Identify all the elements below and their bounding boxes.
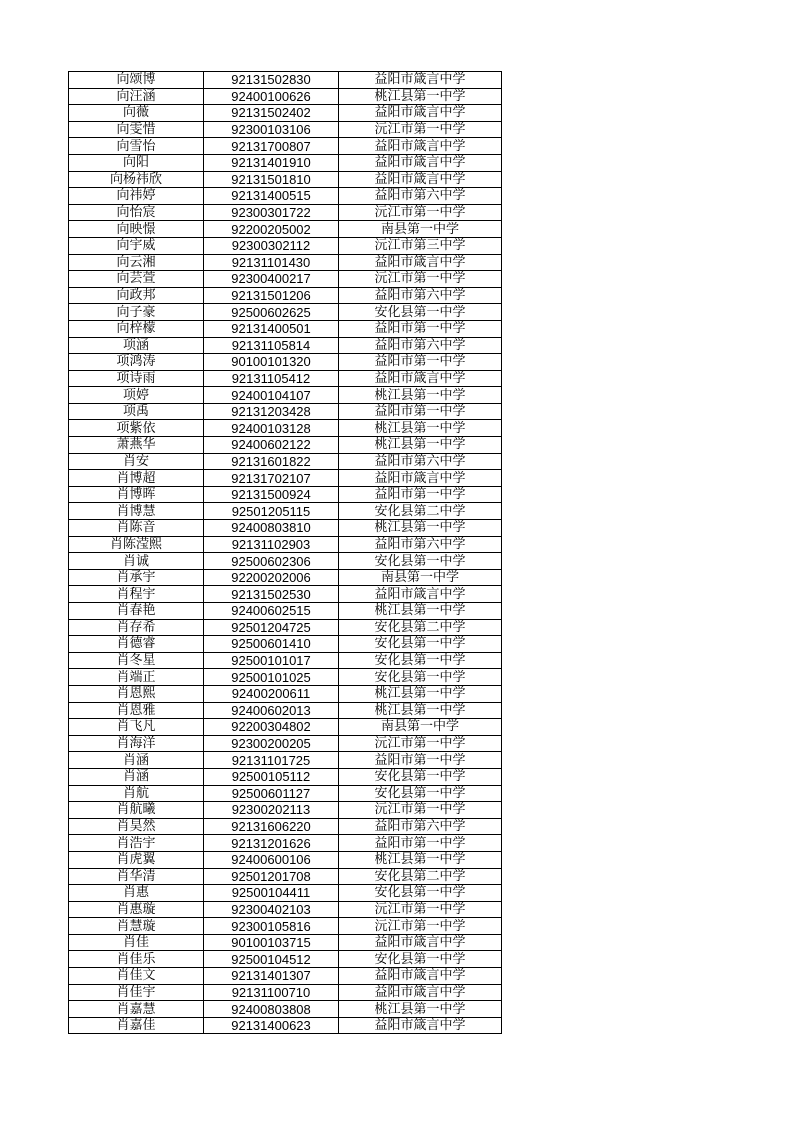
table-row xyxy=(69,453,502,470)
student-name-cell: 肖存希 xyxy=(69,619,204,636)
school-cell: 益阳市第一中学 xyxy=(339,320,502,337)
school-cell: 桃江县第一中学 xyxy=(339,437,502,454)
student-name-cell: 肖虎翼 xyxy=(69,851,204,868)
exam-number-cell: 92501201708 xyxy=(204,868,339,885)
table-row xyxy=(69,237,502,254)
student-name-cell: 肖佳文 xyxy=(69,968,204,985)
student-name-cell: 向芸萱 xyxy=(69,271,204,288)
student-name-cell: 肖陈音 xyxy=(69,520,204,537)
exam-number-cell: 92131101725 xyxy=(204,752,339,769)
school-cell: 桃江县第一中学 xyxy=(339,88,502,105)
table-row xyxy=(69,719,502,736)
student-name-cell: 项鸿涛 xyxy=(69,354,204,371)
student-name-cell: 项婷 xyxy=(69,387,204,404)
school-cell: 益阳市第六中学 xyxy=(339,453,502,470)
school-cell: 益阳市第六中学 xyxy=(339,818,502,835)
school-cell: 桃江县第一中学 xyxy=(339,520,502,537)
exam-number-cell: 92200205002 xyxy=(204,221,339,238)
school-cell: 沅江市第三中学 xyxy=(339,237,502,254)
school-cell: 益阳市箴言中学 xyxy=(339,1017,502,1034)
school-cell: 桃江县第一中学 xyxy=(339,851,502,868)
school-cell: 沅江市第一中学 xyxy=(339,918,502,935)
table-row xyxy=(69,885,502,902)
student-name-cell: 向子豪 xyxy=(69,304,204,321)
student-name-cell: 肖程宇 xyxy=(69,586,204,603)
school-cell: 益阳市箴言中学 xyxy=(339,984,502,1001)
exam-number-cell: 92131102903 xyxy=(204,536,339,553)
table-row xyxy=(69,802,502,819)
school-cell: 益阳市箴言中学 xyxy=(339,934,502,951)
table-row xyxy=(69,669,502,686)
exam-number-cell: 92200304802 xyxy=(204,719,339,736)
table-row xyxy=(69,702,502,719)
school-cell: 南县第一中学 xyxy=(339,719,502,736)
exam-number-cell: 92131400623 xyxy=(204,1017,339,1034)
table-row xyxy=(69,188,502,205)
school-cell: 益阳市箴言中学 xyxy=(339,138,502,155)
school-cell: 桃江县第一中学 xyxy=(339,1001,502,1018)
table-row xyxy=(69,154,502,171)
student-roster-table xyxy=(68,71,502,1034)
student-name-cell: 肖诚 xyxy=(69,553,204,570)
school-cell: 桃江县第一中学 xyxy=(339,603,502,620)
student-roster-sheet xyxy=(68,71,501,1034)
student-name-cell: 肖端正 xyxy=(69,669,204,686)
table-row xyxy=(69,768,502,785)
table-row xyxy=(69,254,502,271)
table-row xyxy=(69,1001,502,1018)
school-cell: 安化县第一中学 xyxy=(339,768,502,785)
exam-number-cell: 92131400501 xyxy=(204,320,339,337)
table-row xyxy=(69,72,502,89)
school-cell: 沅江市第一中学 xyxy=(339,204,502,221)
table-row xyxy=(69,486,502,503)
school-cell: 益阳市箴言中学 xyxy=(339,254,502,271)
student-name-cell: 向阳 xyxy=(69,154,204,171)
student-name-cell: 萧燕华 xyxy=(69,437,204,454)
exam-number-cell: 92131401307 xyxy=(204,968,339,985)
school-cell: 沅江市第一中学 xyxy=(339,802,502,819)
table-row xyxy=(69,354,502,371)
table-row xyxy=(69,603,502,620)
table-row xyxy=(69,901,502,918)
student-name-cell: 肖航 xyxy=(69,785,204,802)
exam-number-cell: 92131502830 xyxy=(204,72,339,89)
school-cell: 沅江市第一中学 xyxy=(339,735,502,752)
exam-number-cell: 92131105814 xyxy=(204,337,339,354)
school-cell: 安化县第一中学 xyxy=(339,636,502,653)
school-cell: 桃江县第一中学 xyxy=(339,702,502,719)
student-name-cell: 向政邦 xyxy=(69,287,204,304)
student-name-cell: 肖惠璇 xyxy=(69,901,204,918)
table-row xyxy=(69,271,502,288)
student-name-cell: 肖德睿 xyxy=(69,636,204,653)
school-cell: 益阳市箴言中学 xyxy=(339,105,502,122)
school-cell: 安化县第一中学 xyxy=(339,951,502,968)
school-cell: 桃江县第一中学 xyxy=(339,387,502,404)
table-row xyxy=(69,735,502,752)
exam-number-cell: 92131606220 xyxy=(204,818,339,835)
table-row xyxy=(69,619,502,636)
student-name-cell: 向汪涵 xyxy=(69,88,204,105)
school-cell: 益阳市第一中学 xyxy=(339,403,502,420)
exam-number-cell: 92131100710 xyxy=(204,984,339,1001)
school-cell: 沅江市第一中学 xyxy=(339,121,502,138)
student-name-cell: 肖浩宇 xyxy=(69,835,204,852)
student-name-cell: 肖安 xyxy=(69,453,204,470)
exam-number-cell: 92400100626 xyxy=(204,88,339,105)
table-row xyxy=(69,287,502,304)
student-name-cell: 肖佳宇 xyxy=(69,984,204,1001)
school-cell: 益阳市箴言中学 xyxy=(339,154,502,171)
exam-number-cell: 92131501810 xyxy=(204,171,339,188)
exam-number-cell: 92131101430 xyxy=(204,254,339,271)
exam-number-cell: 92131501206 xyxy=(204,287,339,304)
exam-number-cell: 92131105412 xyxy=(204,370,339,387)
exam-number-cell: 92300302112 xyxy=(204,237,339,254)
school-cell: 安化县第一中学 xyxy=(339,885,502,902)
school-cell: 益阳市箴言中学 xyxy=(339,72,502,89)
exam-number-cell: 92131700807 xyxy=(204,138,339,155)
student-name-cell: 向怡宸 xyxy=(69,204,204,221)
school-cell: 安化县第二中学 xyxy=(339,868,502,885)
table-row xyxy=(69,105,502,122)
table-row xyxy=(69,868,502,885)
table-row xyxy=(69,420,502,437)
table-row xyxy=(69,752,502,769)
student-name-cell: 肖昊然 xyxy=(69,818,204,835)
student-name-cell: 向颂博 xyxy=(69,72,204,89)
student-name-cell: 向宇威 xyxy=(69,237,204,254)
school-cell: 安化县第一中学 xyxy=(339,553,502,570)
table-row xyxy=(69,520,502,537)
exam-number-cell: 92500601410 xyxy=(204,636,339,653)
student-name-cell: 肖慧璇 xyxy=(69,918,204,935)
table-row xyxy=(69,835,502,852)
table-row xyxy=(69,121,502,138)
student-name-cell: 向雪怡 xyxy=(69,138,204,155)
student-name-cell: 肖嘉佳 xyxy=(69,1017,204,1034)
school-cell: 安化县第一中学 xyxy=(339,669,502,686)
school-cell: 安化县第二中学 xyxy=(339,619,502,636)
table-row xyxy=(69,320,502,337)
school-cell: 益阳市箴言中学 xyxy=(339,171,502,188)
table-row xyxy=(69,470,502,487)
student-name-cell: 肖涵 xyxy=(69,752,204,769)
student-name-cell: 向祎婷 xyxy=(69,188,204,205)
exam-number-cell: 92300202113 xyxy=(204,802,339,819)
exam-number-cell: 92300105816 xyxy=(204,918,339,935)
table-row xyxy=(69,569,502,586)
table-row xyxy=(69,636,502,653)
student-name-cell: 向雯惜 xyxy=(69,121,204,138)
exam-number-cell: 92200202006 xyxy=(204,569,339,586)
school-cell: 安化县第一中学 xyxy=(339,785,502,802)
table-row xyxy=(69,204,502,221)
table-row xyxy=(69,934,502,951)
exam-number-cell: 92500101025 xyxy=(204,669,339,686)
exam-number-cell: 92300103106 xyxy=(204,121,339,138)
table-row xyxy=(69,171,502,188)
exam-number-cell: 90100101320 xyxy=(204,354,339,371)
exam-number-cell: 92500104512 xyxy=(204,951,339,968)
student-name-cell: 肖博晖 xyxy=(69,486,204,503)
school-cell: 南县第一中学 xyxy=(339,221,502,238)
exam-number-cell: 92131201626 xyxy=(204,835,339,852)
table-row xyxy=(69,652,502,669)
student-name-cell: 肖承宇 xyxy=(69,569,204,586)
exam-number-cell: 92300200205 xyxy=(204,735,339,752)
exam-number-cell: 92400602013 xyxy=(204,702,339,719)
exam-number-cell: 92500602306 xyxy=(204,553,339,570)
student-name-cell: 肖博超 xyxy=(69,470,204,487)
exam-number-cell: 92400602515 xyxy=(204,603,339,620)
table-row xyxy=(69,553,502,570)
table-row xyxy=(69,403,502,420)
student-name-cell: 肖海洋 xyxy=(69,735,204,752)
student-name-cell: 肖涵 xyxy=(69,768,204,785)
student-name-cell: 项紫依 xyxy=(69,420,204,437)
table-row xyxy=(69,918,502,935)
student-name-cell: 向梓檬 xyxy=(69,320,204,337)
student-name-cell: 肖航曦 xyxy=(69,802,204,819)
school-cell: 沅江市第一中学 xyxy=(339,271,502,288)
table-row xyxy=(69,437,502,454)
exam-number-cell: 92131500924 xyxy=(204,486,339,503)
roster-body xyxy=(69,72,502,1034)
table-row xyxy=(69,337,502,354)
table-row xyxy=(69,304,502,321)
exam-number-cell: 92131400515 xyxy=(204,188,339,205)
school-cell: 安化县第一中学 xyxy=(339,652,502,669)
student-name-cell: 项涵 xyxy=(69,337,204,354)
student-name-cell: 肖冬星 xyxy=(69,652,204,669)
exam-number-cell: 92500101017 xyxy=(204,652,339,669)
exam-number-cell: 92500601127 xyxy=(204,785,339,802)
exam-number-cell: 92300400217 xyxy=(204,271,339,288)
table-row xyxy=(69,851,502,868)
student-name-cell: 项诗雨 xyxy=(69,370,204,387)
exam-number-cell: 92400600106 xyxy=(204,851,339,868)
table-row xyxy=(69,586,502,603)
exam-number-cell: 92500105112 xyxy=(204,768,339,785)
student-name-cell: 肖陈滢熙 xyxy=(69,536,204,553)
table-row xyxy=(69,818,502,835)
exam-number-cell: 92400104107 xyxy=(204,387,339,404)
exam-number-cell: 92400103128 xyxy=(204,420,339,437)
exam-number-cell: 92501204725 xyxy=(204,619,339,636)
school-cell: 安化县第一中学 xyxy=(339,304,502,321)
exam-number-cell: 92131502530 xyxy=(204,586,339,603)
student-name-cell: 向云湘 xyxy=(69,254,204,271)
exam-number-cell: 90100103715 xyxy=(204,934,339,951)
school-cell: 沅江市第一中学 xyxy=(339,901,502,918)
exam-number-cell: 92131702107 xyxy=(204,470,339,487)
student-name-cell: 肖恩熙 xyxy=(69,685,204,702)
table-row xyxy=(69,968,502,985)
exam-number-cell: 92501205115 xyxy=(204,503,339,520)
exam-number-cell: 92131502402 xyxy=(204,105,339,122)
table-row xyxy=(69,951,502,968)
school-cell: 益阳市第一中学 xyxy=(339,752,502,769)
school-cell: 益阳市第一中学 xyxy=(339,354,502,371)
school-cell: 益阳市箴言中学 xyxy=(339,586,502,603)
student-name-cell: 肖恩雅 xyxy=(69,702,204,719)
table-row xyxy=(69,1017,502,1034)
exam-number-cell: 92300301722 xyxy=(204,204,339,221)
school-cell: 益阳市箴言中学 xyxy=(339,370,502,387)
table-row xyxy=(69,88,502,105)
school-cell: 南县第一中学 xyxy=(339,569,502,586)
exam-number-cell: 92400602122 xyxy=(204,437,339,454)
school-cell: 益阳市第六中学 xyxy=(339,536,502,553)
student-name-cell: 肖嘉慧 xyxy=(69,1001,204,1018)
table-row xyxy=(69,785,502,802)
student-name-cell: 肖春艳 xyxy=(69,603,204,620)
school-cell: 益阳市箴言中学 xyxy=(339,470,502,487)
student-name-cell: 肖惠 xyxy=(69,885,204,902)
student-name-cell: 向杨祎欣 xyxy=(69,171,204,188)
exam-number-cell: 92400200611 xyxy=(204,685,339,702)
table-row xyxy=(69,685,502,702)
student-name-cell: 肖博慧 xyxy=(69,503,204,520)
table-row xyxy=(69,370,502,387)
school-cell: 益阳市第一中学 xyxy=(339,835,502,852)
exam-number-cell: 92131601822 xyxy=(204,453,339,470)
table-row xyxy=(69,387,502,404)
school-cell: 桃江县第一中学 xyxy=(339,685,502,702)
exam-number-cell: 92131401910 xyxy=(204,154,339,171)
school-cell: 益阳市箴言中学 xyxy=(339,968,502,985)
table-row xyxy=(69,138,502,155)
table-row xyxy=(69,221,502,238)
student-name-cell: 肖飞凡 xyxy=(69,719,204,736)
exam-number-cell: 92500104411 xyxy=(204,885,339,902)
student-name-cell: 肖佳 xyxy=(69,934,204,951)
exam-number-cell: 92400803810 xyxy=(204,520,339,537)
exam-number-cell: 92400803808 xyxy=(204,1001,339,1018)
school-cell: 安化县第二中学 xyxy=(339,503,502,520)
table-row xyxy=(69,503,502,520)
exam-number-cell: 92131203428 xyxy=(204,403,339,420)
school-cell: 益阳市第一中学 xyxy=(339,486,502,503)
student-name-cell: 向薇 xyxy=(69,105,204,122)
exam-number-cell: 92300402103 xyxy=(204,901,339,918)
school-cell: 益阳市第六中学 xyxy=(339,337,502,354)
student-name-cell: 肖华清 xyxy=(69,868,204,885)
table-row xyxy=(69,984,502,1001)
table-row xyxy=(69,536,502,553)
school-cell: 益阳市第六中学 xyxy=(339,188,502,205)
student-name-cell: 肖佳乐 xyxy=(69,951,204,968)
school-cell: 桃江县第一中学 xyxy=(339,420,502,437)
school-cell: 益阳市第六中学 xyxy=(339,287,502,304)
student-name-cell: 向映憬 xyxy=(69,221,204,238)
exam-number-cell: 92500602625 xyxy=(204,304,339,321)
student-name-cell: 项禹 xyxy=(69,403,204,420)
